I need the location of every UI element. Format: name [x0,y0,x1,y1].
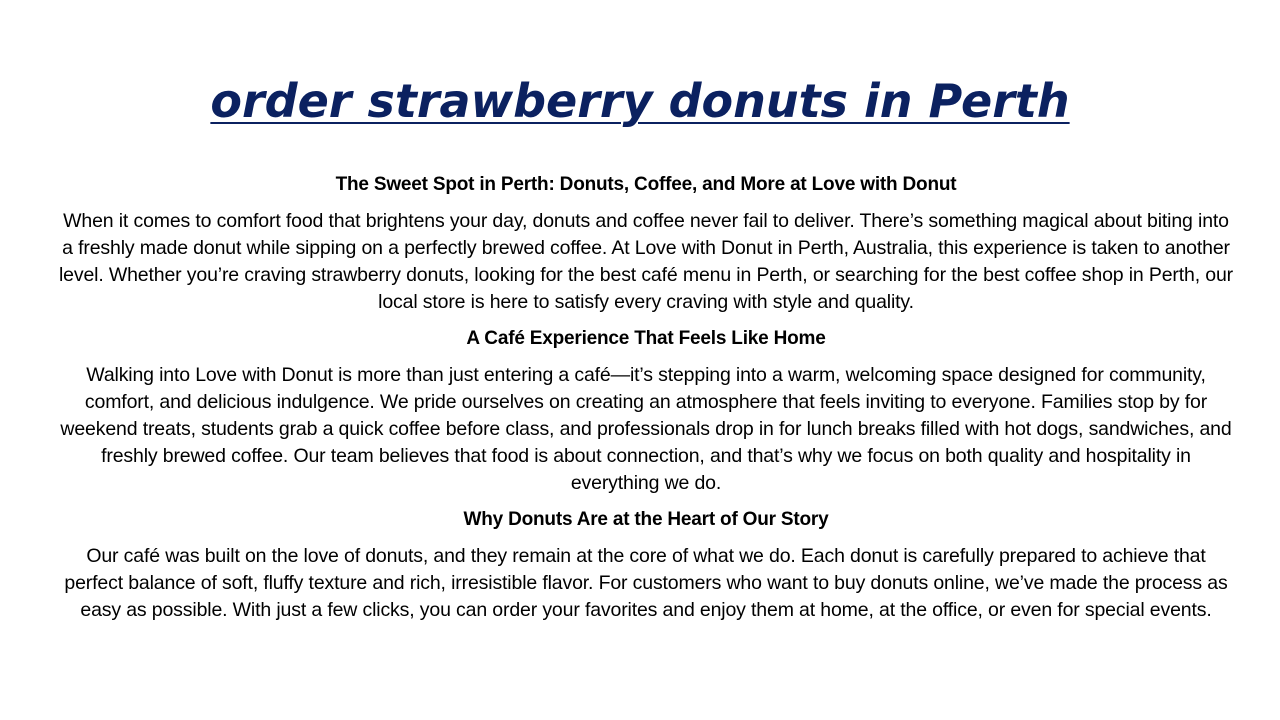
title-link[interactable]: order strawberry donuts in Perth [210,74,1070,128]
section-paragraph: When it comes to comfort food that brightens your day, donuts and coffee never fail to deliver. There’s something magical about biting into a freshly made donut while sipping on a perfectly brewed coffee. At Love with Donut in Perth, Australia, this experience is taken to another level. Whether you’re craving strawberry donuts, looking for the best café menu in Perth, or searching for the best coffee shop in Perth, our local store is here to satisfy every craving with style and quality. [58,210,1234,313]
content-body [58,172,1234,634]
section-paragraph: Walking into Love with Donut is more than just entering a café—it’s stepping into a warm, welcoming space designed for community, comfort, and delicious indulgence. We pride ourselves on creating an atmosphere that feels inviting to everyone. Families stop by for weekend treats, students grab a quick coffee before class, and professionals drop in for lunch breaks filled with hot dogs, sandwiches, and freshly brewed coffee. Our team believes that food is about connection, and that’s why we focus on both quality and hospitality in everything we do. [60,364,1232,494]
section-heading: A Café Experience That Feels Like Home [466,328,826,349]
section-heading: The Sweet Spot in Perth: Donuts, Coffee, and More at Love with Donut [335,174,957,195]
section-why-donuts [58,507,1234,624]
section-intro [58,172,1234,316]
page-title [0,72,1280,130]
section-heading: Why Donuts Are at the Heart of Our Story [463,509,829,530]
section-paragraph: Our café was built on the love of donuts, and they remain at the core of what we do. Each donut is carefully prepared to achieve that perfect balance of soft, fluffy texture and rich, irresistible flavor. For customers who want to buy donuts online, we’ve made the process as easy as possible. With just a few clicks, you can order your favorites and enjoy them at home, at the office, or even for special events. [64,545,1228,621]
section-cafe-experience [58,326,1234,497]
